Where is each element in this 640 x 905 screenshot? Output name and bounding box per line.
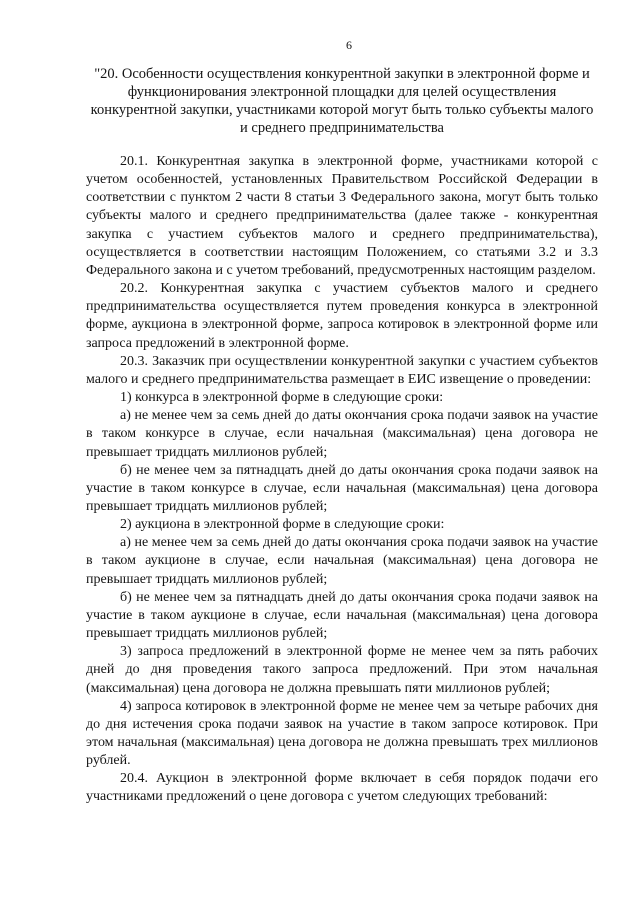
section-heading: "20. Особенности осуществления конкурентной закупки в электронной форме и функционирования электронной площадки для целей осуществления конкурентной закупки, участниками которой могут быть только субъекты малого и среднего предпринимательства xyxy=(90,66,594,136)
page-number: 6 xyxy=(346,38,352,52)
paragraph-20-4: 20.4. Аукцион в электронной форме включает в себя порядок подачи его участниками предложений о цене договора с учетом следующих требований: xyxy=(86,771,598,805)
list-item-2: 2) аукциона в электронной форме в следующие сроки: xyxy=(120,517,445,533)
paragraph-20-2: 20.2. Конкурентная закупка с участием субъектов малого и среднего предпринимательства осуществляется путем проведения конкурса в электронной форме, аукциона в электронной форме, запроса котировок в электронной форме или запроса предложений в электронной форме. xyxy=(86,281,598,351)
list-item-2b: б) не менее чем за пятнадцать дней до даты окончания срока подачи заявок на участие в таком аукционе в случае, если начальная (максимальная) цена договора превышает тридцать миллионов рублей; xyxy=(86,589,598,642)
list-item-4: 4) запроса котировок в электронной форме не менее чем за четыре рабочих дня до дня истечения срока подачи заявок на участие в таком запросе котировок. При этом начальная (максимальная) цена договора не должна превышать трех миллионов рублей. xyxy=(86,698,598,769)
list-item-1a: а) не менее чем за семь дней до даты окончания срока подачи заявок на участие в таком конкурсе в случае, если начальная (максимальная) цена договора не превышает тридцать миллионов рублей; xyxy=(86,408,598,460)
list-item-3: 3) запроса предложений в электронной форме не менее чем за пять рабочих дней до дня проведения такого запроса предложений. При этом начальная (максимальная) цена договора не должна превышать пяти миллионов рублей; xyxy=(86,644,598,696)
paragraph-20-1: 20.1. Конкурентная закупка в электронной форме, участниками которой с учетом особенностей, установленных Правительством Российской Федерации в соответствии с пунктом 2 части 8 статьи 3 Федерального закона, могут быть только субъекты малого и среднего предпринимательства (далее также - конкурентная закупка с участием субъектов малого и среднего предпринимательства), осуществляется в соответствии настоящим Положением, со статьями 3.2 и 3.3 Федерального закона и с учетом требований, предусмотренных настоящим разделом. xyxy=(86,154,598,278)
list-item-1: 1) конкурса в электронной форме в следующие сроки: xyxy=(120,390,444,406)
paragraph-20-3: 20.3. Заказчик при осуществлении конкурентной закупки с участием субъектов малого и среднего предпринимательства размещает в ЕИС извещение о проведении: xyxy=(86,353,598,387)
list-item-1b: б) не менее чем за пятнадцать дней до даты окончания срока подачи заявок на участие в таком конкурсе в случае, если начальная (максимальная) цена договора превышает тридцать миллионов рублей; xyxy=(86,462,598,514)
body-text xyxy=(86,153,598,807)
list-item-2a: а) не менее чем за семь дней до даты окончания срока подачи заявок на участие в таком аукционе в случае, если начальная (максимальная) цена договора не превышает тридцать миллионов рублей; xyxy=(86,535,598,587)
